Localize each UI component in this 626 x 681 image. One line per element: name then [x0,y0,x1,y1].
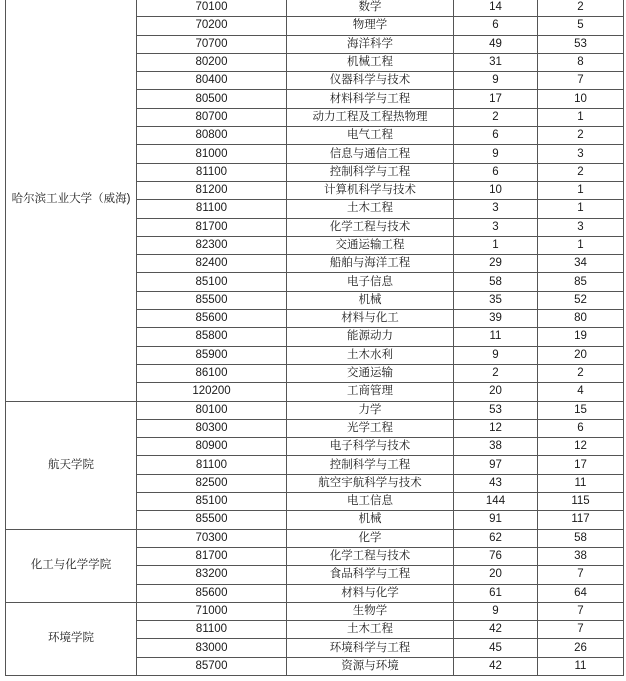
count-a-cell: 9 [454,72,538,90]
major-name-cell: 机械 [287,291,454,309]
count-a-cell: 144 [454,493,538,511]
count-b-cell: 7 [538,566,624,584]
major-code-cell: 81200 [137,181,287,199]
count-a-cell: 38 [454,438,538,456]
count-b-cell: 3 [538,218,624,236]
count-a-cell: 6 [454,127,538,145]
count-b-cell: 11 [538,657,624,675]
table-row [6,0,624,17]
count-b-cell: 17 [538,456,624,474]
major-name-cell: 生物学 [287,602,454,620]
major-code-cell: 120200 [137,383,287,401]
major-code-cell: 81100 [137,200,287,218]
count-b-cell: 80 [538,310,624,328]
count-a-cell: 39 [454,310,538,328]
major-name-cell: 控制科学与工程 [287,456,454,474]
major-name-cell: 土木工程 [287,200,454,218]
count-b-cell: 117 [538,511,624,529]
major-name-cell: 机械 [287,511,454,529]
count-b-cell: 1 [538,236,624,254]
count-b-cell: 34 [538,255,624,273]
count-b-cell: 5 [538,17,624,35]
major-name-cell: 工商管理 [287,383,454,401]
major-code-cell: 85600 [137,584,287,602]
major-name-cell: 航空宇航科学与技术 [287,474,454,492]
major-code-cell: 85500 [137,511,287,529]
count-a-cell: 9 [454,145,538,163]
count-a-cell: 42 [454,657,538,675]
major-name-cell: 控制科学与工程 [287,163,454,181]
major-name-cell: 动力工程及工程热物理 [287,108,454,126]
count-a-cell: 35 [454,291,538,309]
count-b-cell: 115 [538,493,624,511]
count-a-cell: 20 [454,566,538,584]
major-code-cell: 81000 [137,145,287,163]
major-code-cell: 71000 [137,602,287,620]
count-a-cell: 3 [454,218,538,236]
major-code-cell: 82300 [137,236,287,254]
count-b-cell: 52 [538,291,624,309]
major-code-cell: 80500 [137,90,287,108]
count-b-cell: 2 [538,163,624,181]
table-row [6,529,624,547]
count-b-cell: 1 [538,181,624,199]
major-code-cell: 81700 [137,547,287,565]
count-b-cell: 19 [538,328,624,346]
count-b-cell: 85 [538,273,624,291]
major-name-cell: 化学工程与技术 [287,218,454,236]
count-b-cell: 2 [538,364,624,382]
count-a-cell: 45 [454,639,538,657]
count-a-cell: 17 [454,90,538,108]
major-code-cell: 81100 [137,456,287,474]
count-a-cell: 14 [454,0,538,17]
major-code-cell: 70200 [137,17,287,35]
count-b-cell: 7 [538,72,624,90]
count-b-cell: 7 [538,621,624,639]
major-name-cell: 能源动力 [287,328,454,346]
table-row [6,401,624,419]
major-code-cell: 85800 [137,328,287,346]
school-name-cell: 航天学院 [6,401,137,529]
major-code-cell: 81100 [137,163,287,181]
major-code-cell: 80700 [137,108,287,126]
count-a-cell: 42 [454,621,538,639]
count-b-cell: 4 [538,383,624,401]
count-a-cell: 9 [454,602,538,620]
major-name-cell: 光学工程 [287,419,454,437]
count-a-cell: 43 [454,474,538,492]
count-a-cell: 91 [454,511,538,529]
major-code-cell: 86100 [137,364,287,382]
school-name-cell: 化工与化学学院 [6,529,137,602]
major-name-cell: 电子信息 [287,273,454,291]
count-b-cell: 7 [538,602,624,620]
major-name-cell: 电工信息 [287,493,454,511]
major-name-cell: 土木工程 [287,621,454,639]
major-code-cell: 85700 [137,657,287,675]
major-code-cell: 82500 [137,474,287,492]
major-code-cell: 83200 [137,566,287,584]
major-code-cell: 85600 [137,310,287,328]
count-b-cell: 8 [538,53,624,71]
count-a-cell: 9 [454,346,538,364]
count-a-cell: 3 [454,200,538,218]
major-name-cell: 电气工程 [287,127,454,145]
major-name-cell: 交通运输工程 [287,236,454,254]
major-name-cell: 环境科学与工程 [287,639,454,657]
school-name-cell: 哈尔滨工业大学（威海) [6,0,137,401]
count-b-cell: 1 [538,200,624,218]
count-a-cell: 1 [454,236,538,254]
major-code-cell: 85500 [137,291,287,309]
major-code-cell: 81700 [137,218,287,236]
count-b-cell: 20 [538,346,624,364]
count-b-cell: 53 [538,35,624,53]
count-a-cell: 31 [454,53,538,71]
count-a-cell: 53 [454,401,538,419]
count-b-cell: 58 [538,529,624,547]
school-name-cell: 环境学院 [6,602,137,675]
count-b-cell: 38 [538,547,624,565]
count-b-cell: 10 [538,90,624,108]
count-b-cell: 12 [538,438,624,456]
count-b-cell: 2 [538,127,624,145]
count-b-cell: 11 [538,474,624,492]
major-code-cell: 83000 [137,639,287,657]
major-code-cell: 85900 [137,346,287,364]
count-a-cell: 10 [454,181,538,199]
count-a-cell: 6 [454,163,538,181]
count-b-cell: 26 [538,639,624,657]
major-name-cell: 船舶与海洋工程 [287,255,454,273]
count-a-cell: 6 [454,17,538,35]
major-code-cell: 80400 [137,72,287,90]
major-code-cell: 82400 [137,255,287,273]
count-a-cell: 12 [454,419,538,437]
major-name-cell: 电子科学与技术 [287,438,454,456]
major-name-cell: 仪器科学与技术 [287,72,454,90]
major-name-cell: 海洋科学 [287,35,454,53]
count-a-cell: 49 [454,35,538,53]
major-code-cell: 80800 [137,127,287,145]
major-code-cell: 80100 [137,401,287,419]
major-name-cell: 材料与化学 [287,584,454,602]
major-name-cell: 物理学 [287,17,454,35]
major-code-cell: 80300 [137,419,287,437]
major-name-cell: 资源与环境 [287,657,454,675]
count-a-cell: 58 [454,273,538,291]
major-code-cell: 85100 [137,493,287,511]
table-body [6,0,624,675]
admission-table-container [5,0,623,676]
table-row [6,602,624,620]
count-a-cell: 61 [454,584,538,602]
major-code-cell: 85100 [137,273,287,291]
count-a-cell: 11 [454,328,538,346]
count-a-cell: 20 [454,383,538,401]
count-b-cell: 2 [538,0,624,17]
major-code-cell: 70700 [137,35,287,53]
major-name-cell: 化学工程与技术 [287,547,454,565]
admission-table [5,0,624,676]
count-b-cell: 15 [538,401,624,419]
count-b-cell: 6 [538,419,624,437]
major-name-cell: 材料科学与工程 [287,90,454,108]
count-b-cell: 3 [538,145,624,163]
count-a-cell: 76 [454,547,538,565]
major-name-cell: 交通运输 [287,364,454,382]
count-b-cell: 64 [538,584,624,602]
major-name-cell: 力学 [287,401,454,419]
major-name-cell: 计算机科学与技术 [287,181,454,199]
count-a-cell: 2 [454,364,538,382]
major-code-cell: 70300 [137,529,287,547]
major-code-cell: 80200 [137,53,287,71]
major-name-cell: 材料与化工 [287,310,454,328]
count-a-cell: 62 [454,529,538,547]
major-name-cell: 数学 [287,0,454,17]
major-name-cell: 土木水利 [287,346,454,364]
major-name-cell: 机械工程 [287,53,454,71]
count-a-cell: 97 [454,456,538,474]
count-a-cell: 29 [454,255,538,273]
major-code-cell: 81100 [137,621,287,639]
major-code-cell: 80900 [137,438,287,456]
count-a-cell: 2 [454,108,538,126]
major-name-cell: 食品科学与工程 [287,566,454,584]
major-name-cell: 化学 [287,529,454,547]
major-name-cell: 信息与通信工程 [287,145,454,163]
major-code-cell: 70100 [137,0,287,17]
count-b-cell: 1 [538,108,624,126]
